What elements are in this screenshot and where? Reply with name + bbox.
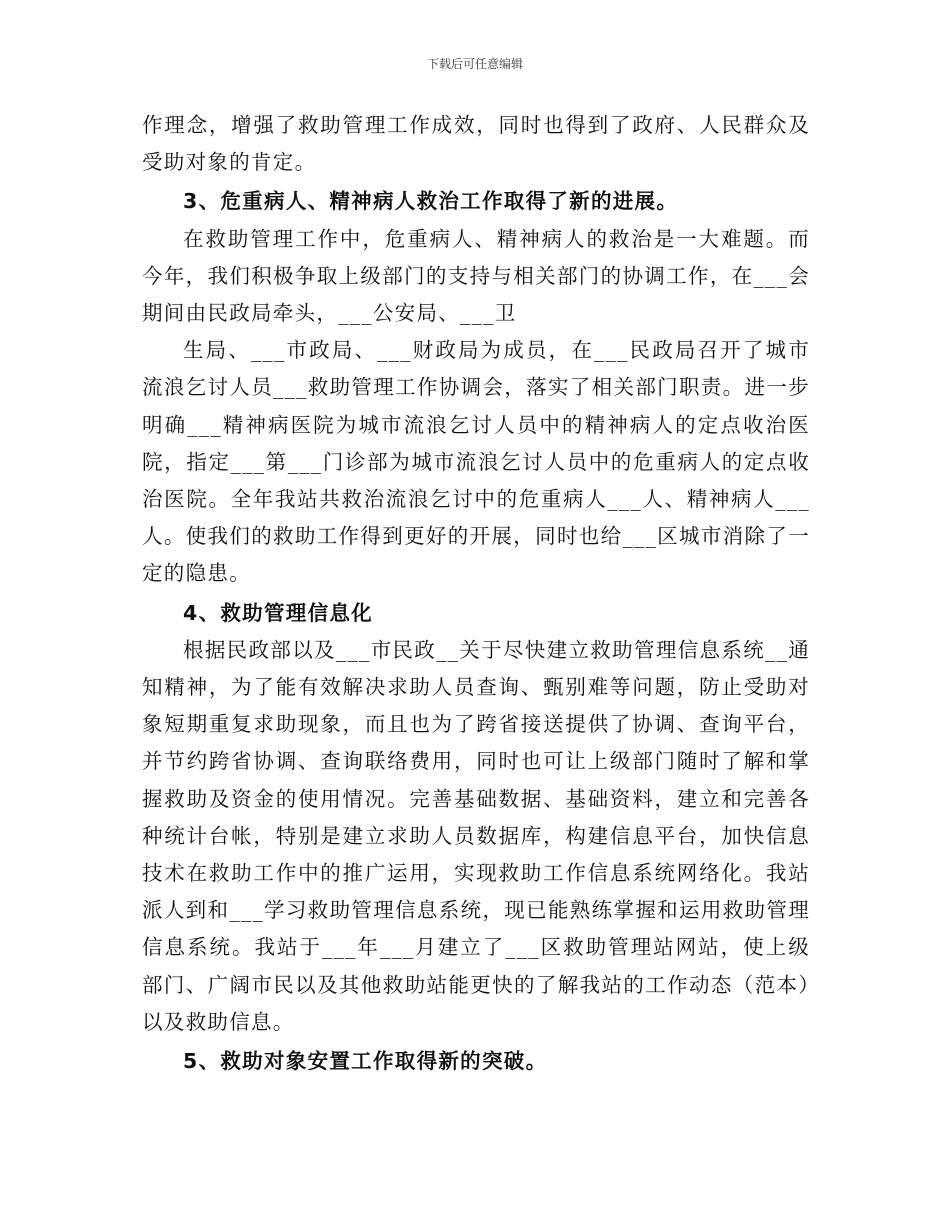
paragraph-continuation: 作理念，增强了救助管理工作成效，同时也得到了政府、人民群众及受助对象的肯定。 — [142, 113, 810, 175]
page-header: 下载后可任意编辑 — [426, 57, 523, 71]
paragraph-treatment-detail: 生局、___市政局、___财政局为成员，在___民政局召开了城市流浪乞讨人员___救助管理工作协调会，落实了相关部门职责。进一步明确___精神病医院为城市流浪乞讨人员中的精神病人的定点收治医院，指定___第___门诊部为城市流浪乞讨人员中的危重病人的定点收治医院。全年我站共救治流浪乞讨中的危重病人___人、精神病人___人。使我们的救助工作得到更好的开展，同时也给___区城市消除了一定的隐患。 — [142, 338, 810, 586]
paragraph-treatment-intro: 在救助管理工作中，危重病人、精神病人的救治是一大难题。而今年，我们积极争取上级部门的支持与相关部门的协调工作，在___会期间由民政局牵头，___公安局、___卫 — [142, 226, 810, 326]
paragraph-informatization: 根据民政部以及___市民政__关于尽快建立救助管理信息系统__通知精神，为了能有效解决求助人员查询、甄别难等问题，防止受助对象短期重复求助现象，而且也为了跨省接送提供了协调、查询平台，并节约跨省协调、查询联络费用，同时也可让上级部门随时了解和掌握救助及资金的使用情况。完善基础数据、基础资料，建立和完善各种统计台帐，特别是建立求助人员数据库，构建信息平台，加快信息技术在救助工作中的推广运用，实现救助工作信息系统网络化。我站派人到和___学习救助管理信息系统，现已能熟练掌握和运用救助管理信息系统。我站于___年___月建立了___区救助管理站网站，使上级部门、广阔市民以及其他救助站能更快的了解我站的工作动态（范本）以及救助信息。 — [142, 637, 810, 1034]
section-heading-4: 4、救助管理信息化 — [183, 600, 373, 625]
section-heading-3: 3、危重病人、精神病人救治工作取得了新的进展。 — [183, 189, 679, 214]
section-heading-5: 5、救助对象安置工作取得新的突破。 — [183, 1049, 548, 1074]
document-body — [142, 107, 810, 1080]
